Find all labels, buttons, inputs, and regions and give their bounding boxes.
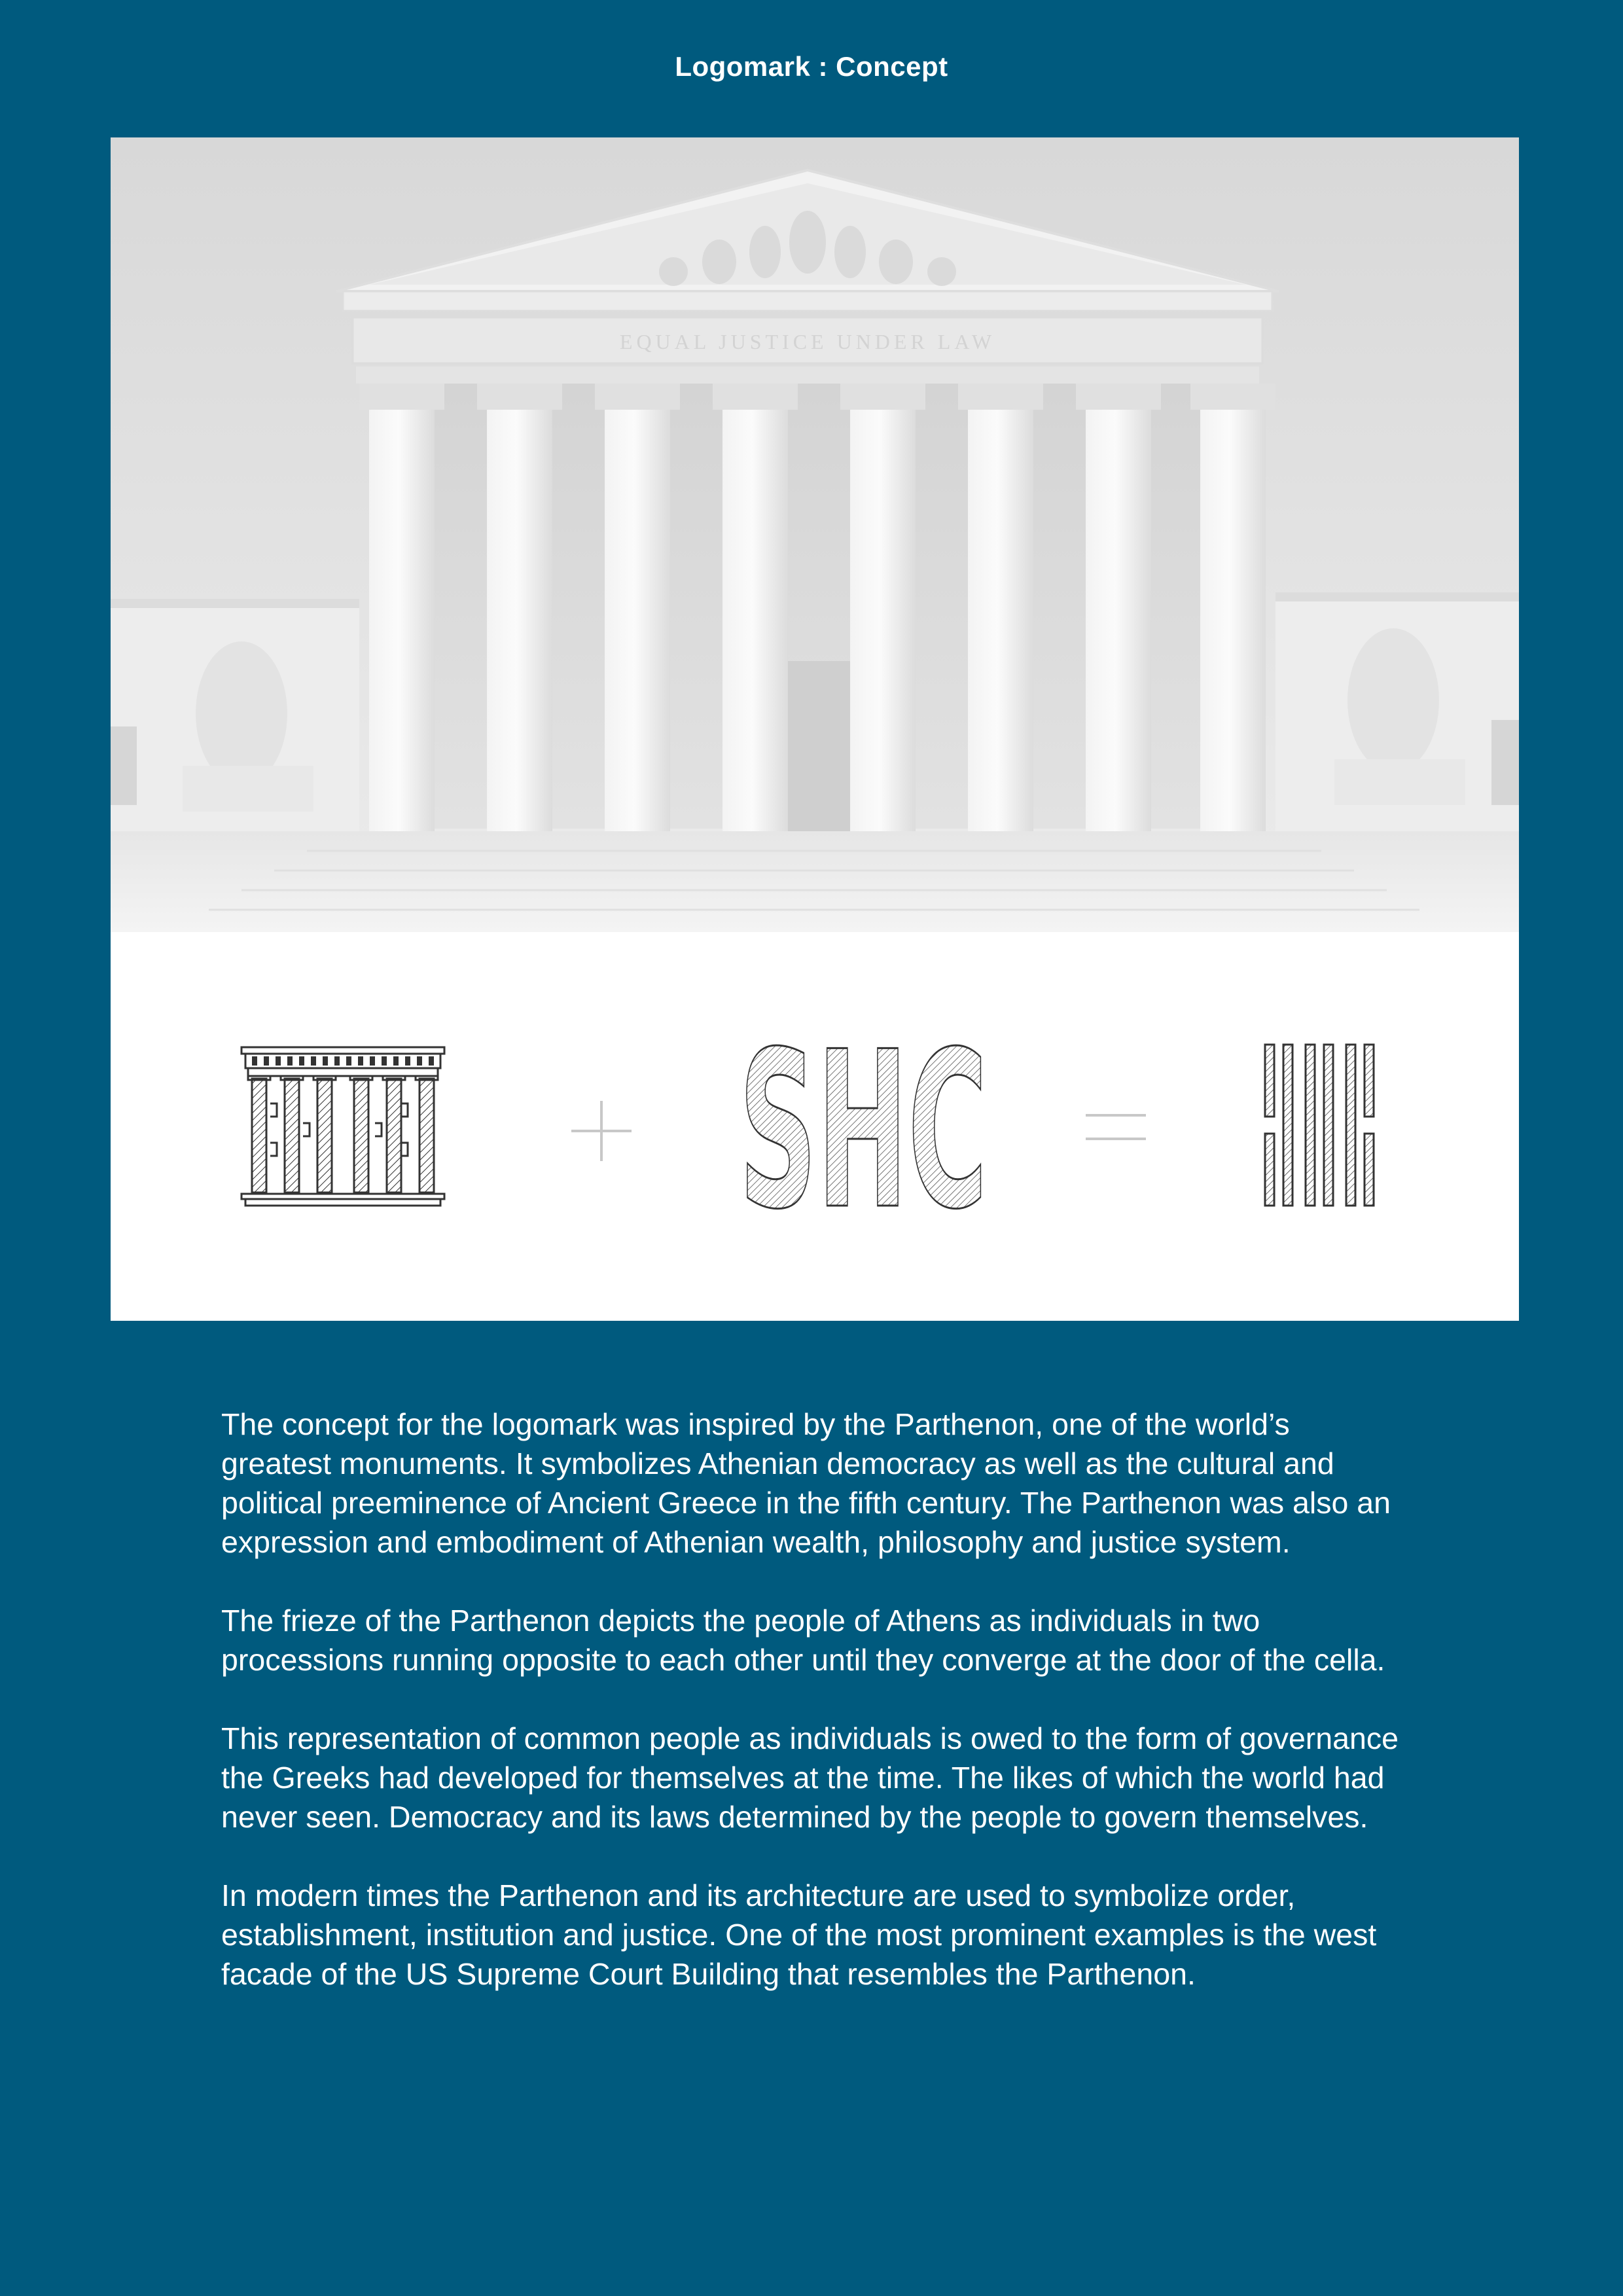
paragraph-modern-times: In modern times the Parthenon and its architecture are used to symbolize order, establishment, institution and justice. One of the most prominent examples is the west facade of the US Supreme Court Building that resembles the Parthenon.: [221, 1878, 1377, 1991]
plus-icon: [570, 1100, 633, 1162]
paragraph-parthenon-inspiration: The concept for the logomark was inspired by the Parthenon, one of the world’s greatest monuments. It symbolizes Athenian democracy as well as the cultural and political preeminence of Ancient Greece in the fifth century. The Parthenon was also an expression and embodiment of Athenian wealth, philosophy and justice system.: [221, 1407, 1391, 1559]
page-title: Logomark : Concept: [675, 51, 948, 82]
logomark-equation: [111, 932, 1519, 1321]
concept-description: [221, 1405, 1406, 1994]
frieze-inscription: EQUAL JUSTICE UNDER LAW: [619, 330, 996, 353]
paragraph-frieze: The frieze of the Parthenon depicts the people of Athens as individuals in two processions running opposite to each other until they converge at the door of the cella.: [221, 1604, 1385, 1677]
supreme-court-building-photo: [111, 137, 1519, 932]
concept-panel: [111, 137, 1519, 1321]
shc-letters: [732, 1005, 994, 1257]
equals-icon: [1084, 1111, 1147, 1143]
paragraph-democracy: This representation of common people as individuals is owed to the form of governance the Greeks had developed for themselves at the time. The likes of which the world had never seen. Democracy and its laws determined by the people to govern themselves.: [221, 1721, 1399, 1834]
shc-text: SHC: [739, 1005, 988, 1257]
temple-icon: [239, 1045, 447, 1208]
shc-logomark-icon: [1262, 1042, 1384, 1208]
